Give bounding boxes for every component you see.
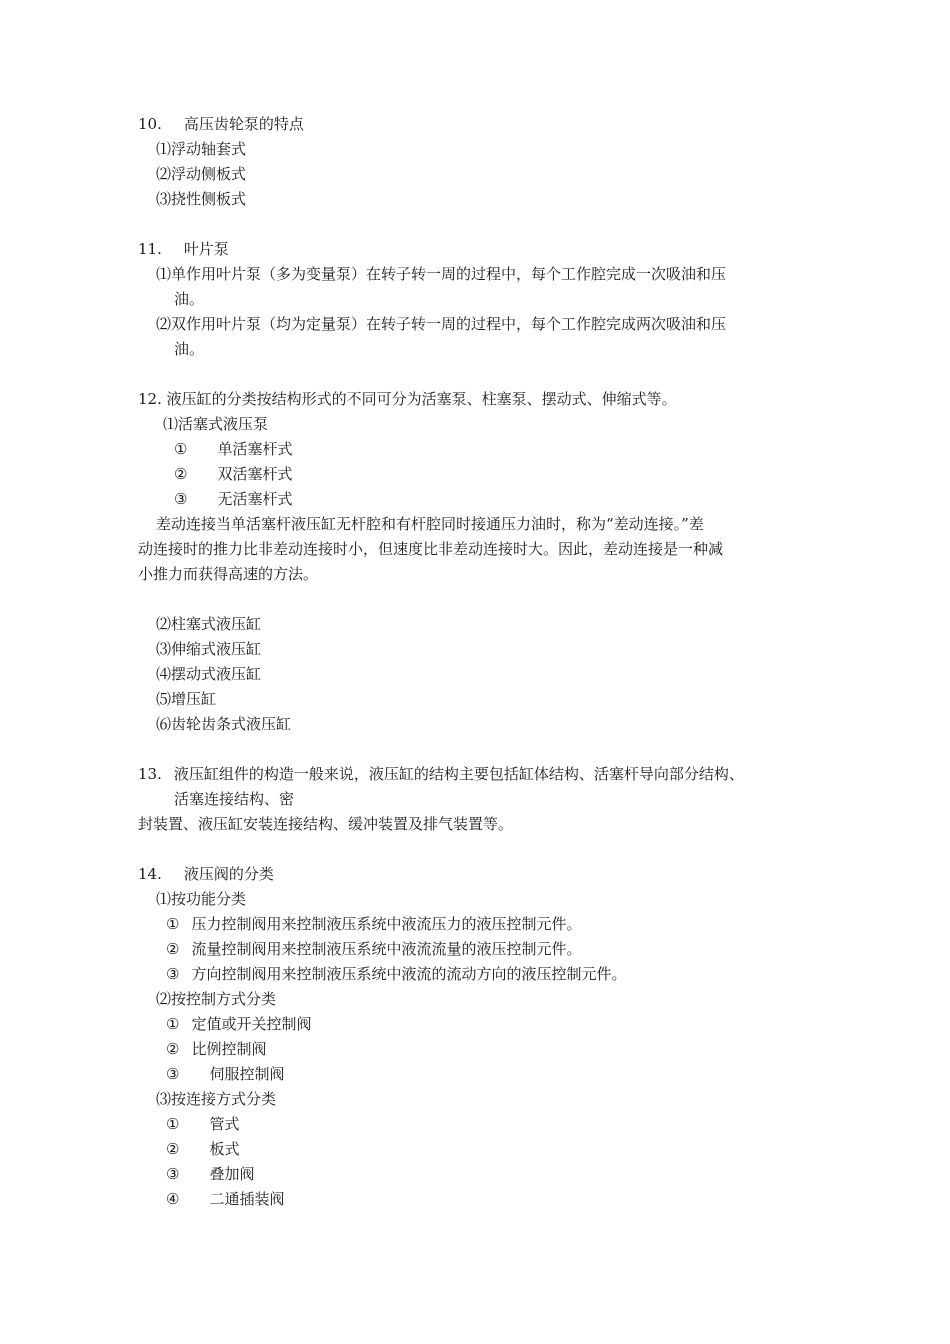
item-text: 板式 [209,1140,240,1158]
item-text: 叠加阀 [209,1165,255,1183]
item-marker: ② [166,1040,180,1058]
item-marker: ③ [174,490,188,508]
sub-heading: ⑶按连接方式分类 [156,1090,277,1108]
list-item [166,937,581,962]
item-marker: ① [166,1015,180,1033]
section-10-heading [138,112,304,137]
list-item: ⑶伸缩式液压缸 [156,640,262,658]
section-title: 叶片泵 [183,240,229,258]
list-item: ⑵浮动侧板式 [156,165,247,183]
sub-heading: ⑵按控制方式分类 [156,990,277,1008]
paragraph-line: 动连接时的推力比非差动连接时小，但速度比非差动连接时大。因此，差动连接是一种减 [138,540,724,558]
paragraph-line: 小推力而获得高速的方法。 [138,565,319,583]
item-marker: ③ [166,1065,180,1083]
list-item [166,1187,284,1212]
item-text: 单活塞杆式 [217,440,293,458]
section-12-heading: 12. 液压缸的分类按结构形式的不同可分为活塞泵、柱塞泵、摆动式、伸缩式等。 [138,390,677,408]
item-marker: ① [166,915,180,933]
item-marker: ② [174,465,188,483]
item-text: 二通插装阀 [209,1190,285,1208]
list-item: ⑷摆动式液压缸 [156,665,262,683]
list-item [174,437,292,462]
list-item [166,1012,311,1037]
list-item [174,462,292,487]
section-number: 11. [138,240,162,258]
list-item [166,962,626,987]
list-item-continuation: 油。 [174,340,205,358]
item-text: 伺服控制阀 [209,1065,285,1083]
section-number: 10. [138,115,162,133]
list-item [174,487,292,512]
section-14-heading [138,862,274,887]
list-item: ⑵柱塞式液压缸 [156,615,262,633]
item-marker: ③ [166,965,180,983]
list-item [166,1112,239,1137]
item-text: 流量控制阀用来控制液压系统中液流流量的液压控制元件。 [191,940,582,958]
sub-heading: ⑴按功能分类 [156,890,247,908]
list-item: ⑶挠性侧板式 [156,190,247,208]
section-title: 高压齿轮泵的特点 [183,115,304,133]
item-marker: ④ [166,1190,180,1208]
section-number: 13. [138,765,162,783]
item-text: 无活塞杆式 [217,490,293,508]
sub-heading: ⑴活塞式液压泵 [163,415,269,433]
section-11-heading [138,237,229,262]
list-item-continuation: 油。 [174,290,205,308]
paragraph-line: 封装置、液压缸安装连接结构、缓冲装置及排气装置等。 [138,815,514,833]
list-item [166,1137,239,1162]
item-text: 定值或开关控制阀 [191,1015,312,1033]
list-item: ⑴浮动轴套式 [156,140,247,158]
section-text: 液压缸组件的构造一般来说，液压缸的结构主要包括缸体结构、活塞杆导向部分结构、 [173,765,744,783]
section-13-heading [138,762,744,787]
list-item [166,1062,284,1087]
list-item [166,912,581,937]
item-text: 双活塞杆式 [217,465,293,483]
item-marker: ③ [166,1165,180,1183]
list-item: ⑹齿轮齿条式液压缸 [156,715,292,733]
list-item: ⑵双作用叶片泵（均为定量泵）在转子转一周的过程中，每个工作腔完成两次吸油和压 [156,315,727,333]
item-text: 压力控制阀用来控制液压系统中液流压力的液压控制元件。 [191,915,582,933]
item-marker: ② [166,1140,180,1158]
item-marker: ① [174,440,188,458]
list-item [166,1037,266,1062]
paragraph-line: 活塞连接结构、密 [174,790,295,808]
list-item: ⑴单作用叶片泵（多为变量泵）在转子转一周的过程中，每个工作腔完成一次吸油和压 [156,265,727,283]
item-marker: ① [166,1115,180,1133]
item-text: 比例控制阀 [191,1040,267,1058]
item-marker: ② [166,940,180,958]
item-text: 管式 [209,1115,240,1133]
section-title: 液压阀的分类 [183,865,274,883]
paragraph-line: 差动连接当单活塞杆液压缸无杆腔和有杆腔同时接通压力油时，称为“差动连接。”差 [156,515,704,533]
section-number: 14. [138,865,162,883]
list-item: ⑸增压缸 [156,690,217,708]
item-text: 方向控制阀用来控制液压系统中液流的流动方向的液压控制元件。 [191,965,627,983]
list-item [166,1162,254,1187]
